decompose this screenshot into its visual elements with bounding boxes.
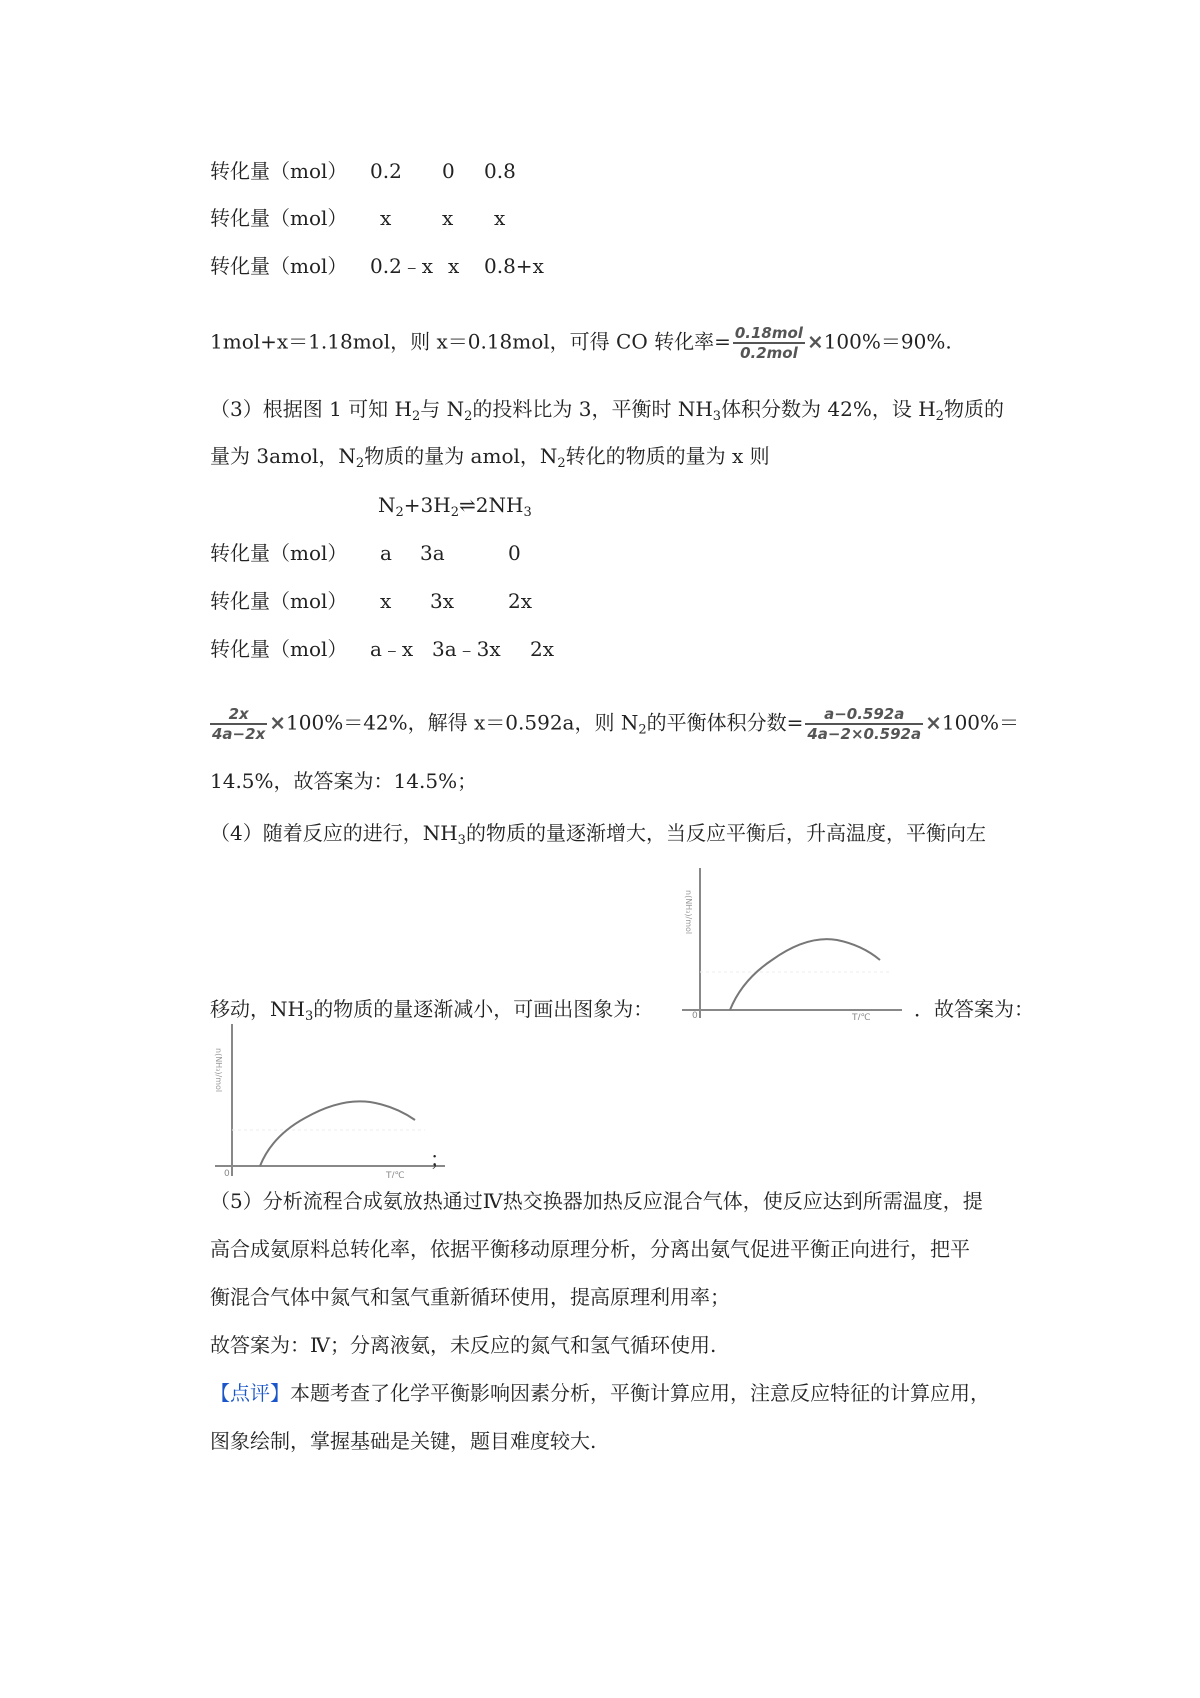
- text: 的物质的量逐渐增大，当反应平衡后，升高温度，平衡向左: [465, 821, 986, 845]
- paragraph-4-answer: [914, 996, 1034, 1022]
- subscript: 2: [395, 505, 404, 520]
- paragraph-5-line1: [210, 1188, 983, 1214]
- text: 图象绘制，掌握基础是关键，题目难度较大.: [210, 1429, 597, 1453]
- subscript: 2: [411, 409, 421, 424]
- paragraph-3-line2: [210, 443, 770, 477]
- eq-text: 100%＝90%.: [823, 329, 952, 354]
- equation-n2-fraction: [210, 705, 1019, 744]
- answer-graph: [210, 1018, 450, 1178]
- equation-result: [210, 768, 477, 794]
- text: 物质的: [943, 397, 1004, 421]
- review-tag: 【点评】: [210, 1381, 290, 1405]
- text: 物质的量为 amol，N: [364, 444, 558, 468]
- block1-row2: [210, 205, 505, 231]
- eq-text: 的平衡体积分数=: [646, 710, 804, 735]
- reaction-equation: [378, 492, 532, 526]
- cell: x: [380, 589, 392, 613]
- row-label: 转化量（mol）: [210, 254, 348, 278]
- row-label: 转化量（mol）: [210, 159, 348, 183]
- cell: a: [380, 541, 392, 565]
- subscript: 2: [355, 456, 365, 471]
- cell: 0: [508, 541, 521, 565]
- text: 高合成氨原料总转化率，依据平衡移动原理分析，分离出氨气促进平衡正向进行，把平: [210, 1237, 970, 1261]
- paragraph-5-answer: [210, 1332, 716, 1358]
- cell: x: [380, 206, 392, 230]
- y-axis-label: n(NH₃)/mol: [214, 1048, 223, 1093]
- times-sign: ×: [806, 329, 824, 354]
- paragraph-3-line1: [210, 396, 1004, 430]
- row-label: 转化量（mol）: [210, 589, 348, 613]
- cell: 2x: [508, 589, 533, 613]
- subscript: 2: [935, 409, 944, 424]
- numerator: 0.18mol: [734, 324, 803, 342]
- review-line2: [210, 1428, 596, 1454]
- origin-label: 0: [692, 1011, 698, 1020]
- text: 本题考查了化学平衡影响因素分析，平衡计算应用，注意反应特征的计算应用，: [290, 1381, 990, 1405]
- block1-row3: [210, 253, 544, 279]
- text: 衡混合气体中氮气和氢气重新循环使用，提高原理利用率；: [210, 1285, 730, 1309]
- block2-row2: [210, 588, 532, 614]
- cell: 3a: [420, 541, 445, 565]
- text: （4）随着反应的进行，NH: [210, 821, 458, 845]
- origin-label: 0: [224, 1169, 230, 1178]
- eq-text: 100%＝: [941, 710, 1020, 735]
- eq-text: 14.5%，故答案为：14.5%；: [210, 769, 478, 793]
- subscript: 2: [557, 456, 566, 471]
- text: ⇌2NH: [459, 493, 524, 517]
- answer-graph-tail: [430, 1146, 450, 1172]
- cell: x: [448, 254, 460, 278]
- subscript: 3: [457, 833, 466, 848]
- text: ；: [430, 1147, 450, 1171]
- subscript: 2: [464, 409, 473, 424]
- fraction: [733, 324, 805, 362]
- numerator: a−0.592a: [805, 705, 923, 725]
- x-axis-label: T/℃: [852, 1013, 871, 1020]
- cell: 0.8: [484, 159, 516, 183]
- row-label: 转化量（mol）: [210, 637, 348, 661]
- block2-row3: [210, 636, 554, 662]
- equation-co-conversion: [210, 324, 952, 362]
- text: （3）根据图 1 可知 H: [210, 397, 412, 421]
- paragraph-4-line1: [210, 820, 986, 854]
- text: （5）分析流程合成氨放热通过Ⅳ热交换器加热反应混合气体，使反应达到所需温度，提: [210, 1189, 983, 1213]
- review-line1: [210, 1380, 990, 1406]
- cell: 0.8+x: [484, 254, 544, 278]
- y-axis-label: n(NH₃)/mol: [684, 890, 693, 935]
- text: ．故答案为：: [914, 997, 1034, 1021]
- curve: [260, 1101, 415, 1166]
- text: N: [378, 493, 396, 517]
- fraction: [210, 705, 267, 743]
- text: 转化的物质的量为 x 则: [565, 444, 770, 468]
- x-axis-label: T/℃: [386, 1171, 405, 1178]
- subscript: 2: [450, 505, 459, 520]
- text: 体积分数为 42%，设 H: [721, 397, 936, 421]
- eq-text: 1mol+x＝1.18mol，则 x＝0.18mol，可得 CO 转化率=: [210, 329, 731, 354]
- block1-row1: [210, 158, 516, 184]
- cell: 3x: [430, 589, 455, 613]
- cell: 3a﹣3x: [432, 637, 501, 661]
- cell: 0.2: [370, 159, 402, 183]
- cell: 0.2﹣x: [370, 254, 434, 278]
- cell: a﹣x: [370, 637, 414, 661]
- text: 量为 3amol，N: [210, 444, 356, 468]
- text: 的投料比为 3，平衡时 NH: [472, 397, 713, 421]
- text: 与 N: [420, 397, 465, 421]
- subscript: 3: [523, 505, 532, 520]
- text: 故答案为：Ⅳ；分离液氨，未反应的氮气和氢气循环使用.: [210, 1333, 717, 1357]
- denominator: 4a−2x: [212, 725, 266, 743]
- cell: x: [442, 206, 454, 230]
- subscript: 3: [304, 1009, 314, 1024]
- row-label: 转化量（mol）: [210, 541, 348, 565]
- times-sign: ×: [925, 710, 942, 735]
- eq-text: 100%＝42%，解得 x＝0.592a，则 N: [286, 710, 639, 735]
- paragraph-5-line3: [210, 1284, 730, 1310]
- cell: 2x: [530, 637, 555, 661]
- cell: x: [494, 206, 506, 230]
- row-label: 转化量（mol）: [210, 206, 348, 230]
- block2-row1: [210, 540, 521, 566]
- curve: [730, 939, 880, 1010]
- subscript: 3: [712, 409, 722, 424]
- text: 的物质的量逐渐减小，可画出图象为：: [313, 997, 654, 1021]
- times-sign: ×: [269, 710, 287, 735]
- fraction: [805, 705, 923, 743]
- numerator: 2x: [210, 705, 267, 725]
- text: +3H: [403, 493, 451, 517]
- cell: 0: [442, 159, 455, 183]
- ammonia-temperature-graph: [672, 860, 912, 1020]
- denominator: 0.2mol: [740, 344, 798, 362]
- subscript: 2: [638, 722, 647, 738]
- denominator: 4a−2×0.592a: [807, 725, 922, 743]
- paragraph-5-line2: [210, 1236, 970, 1262]
- text: 移动，NH: [210, 997, 305, 1021]
